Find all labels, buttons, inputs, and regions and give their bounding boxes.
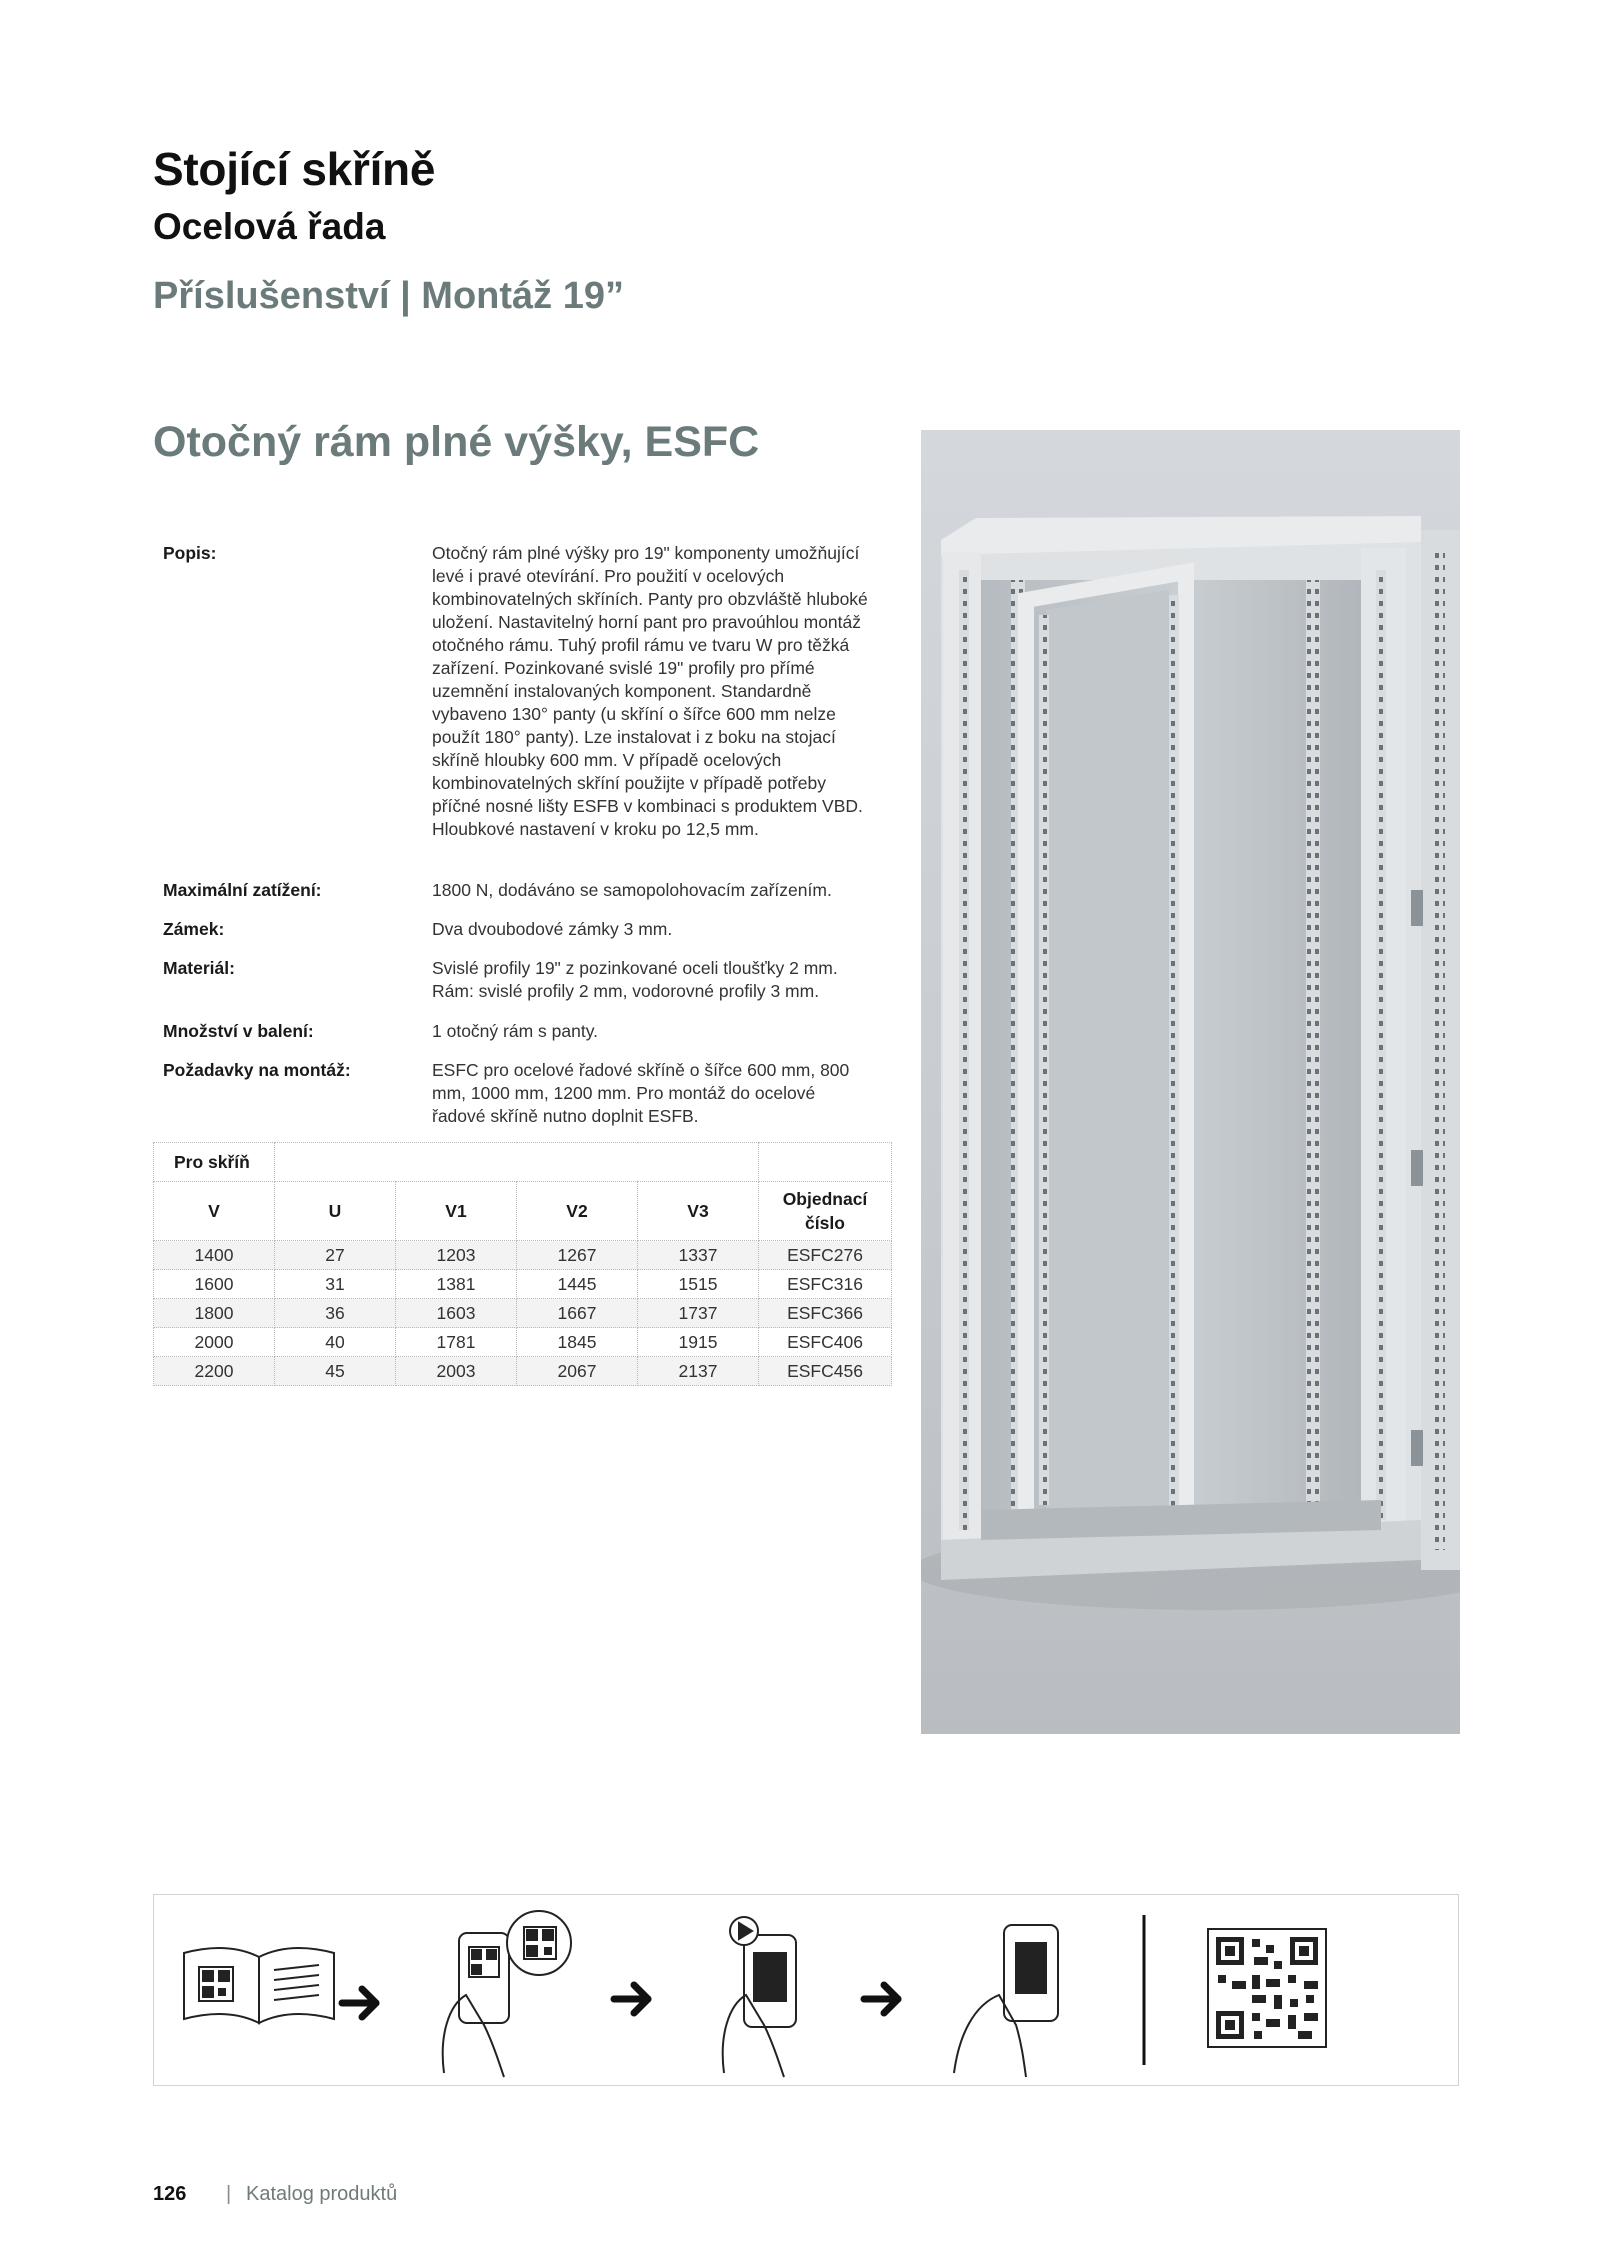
table-cell: 1845	[517, 1328, 638, 1357]
table-cell: ESFC456	[759, 1357, 892, 1386]
table-cell: 1781	[396, 1328, 517, 1357]
book-qr-icon	[184, 1948, 334, 2023]
column-header: V2	[517, 1182, 638, 1241]
product-photo	[921, 430, 1460, 1734]
group-header: Pro skříň	[154, 1143, 275, 1182]
table-cell: 31	[275, 1270, 396, 1299]
table-cell: 1203	[396, 1241, 517, 1270]
table-cell: ESFC406	[759, 1328, 892, 1357]
spec-label: Maximální zatížení:	[163, 880, 322, 900]
column-header: V	[154, 1182, 275, 1241]
spec-value: 1 otočný rám s panty.	[432, 1021, 599, 1041]
page-subtitle: Ocelová řada	[153, 206, 386, 247]
spec-label: Popis:	[163, 543, 217, 563]
table-cell: 1400	[154, 1241, 275, 1270]
arrow-right-icon	[864, 1985, 898, 2013]
table-cell: 1800	[154, 1299, 275, 1328]
table-row	[154, 1270, 892, 1299]
table-cell: 27	[275, 1241, 396, 1270]
table-row	[154, 1357, 892, 1386]
column-header: V1	[396, 1182, 517, 1241]
table-cell: 1267	[517, 1241, 638, 1270]
table-cell: 1515	[638, 1270, 759, 1299]
spec-value: ESFC pro ocelové řadové skříně o šířce 600 mm, 800 mm, 1000 mm, 1200 mm. Pro montáž do ocelové řadové skříně nutno doplnit ESFB.	[432, 1060, 850, 1126]
spec-label: Požadavky na montáž:	[163, 1060, 351, 1080]
spec-label: Množství v balení:	[163, 1021, 314, 1041]
spec-value: Otočný rám plné výšky pro 19" komponenty umožňující levé i pravé otevírání. Pro použití v ocelových kombinovatelných skříních. Panty pro obzvláště hluboké uložení. Nastavitelný horní pant pro pravoúhlou montáž otočného rámu. Tuhý profil rámu ve tvaru W pro těžká zařízení. Pozinkované svislé 19" profily pro přímé uzemnění instalovaných komponent. Standardně vybaveno 130° panty (u skříní o šířce 600 mm nelze použít 180° panty). Lze instalovat i z boku na stojací skříně hloubky 600 mm. V případě ocelových kombinovatelných skříní použijte v případě potřeby příčné nosné lišty ESFB v kombinaci s produktem VBD. Hloubkové nastavení v kroku po 12,5 mm.	[432, 543, 868, 839]
footer-separator: |	[226, 2183, 232, 2205]
swing-frame-illustration	[921, 430, 1460, 1734]
table-cell: ESFC316	[759, 1270, 892, 1299]
qr-code-icon	[1208, 1929, 1326, 2047]
table-cell: 36	[275, 1299, 396, 1328]
spec-value: Svislé profily 19" z pozinkované oceli tloušťky 2 mm. Rám: svislé profily 2 mm, vodorovné profily 3 mm.	[432, 958, 838, 1001]
page-title: Stojící skříně	[153, 143, 436, 195]
section-breadcrumb: Příslušenství | Montáž 19”	[153, 275, 624, 317]
arrow-right-icon	[342, 1989, 376, 2017]
group-header-spacer	[275, 1143, 759, 1182]
footer-catalog-label: Katalog produktů	[246, 2183, 398, 2205]
table-cell: 1445	[517, 1270, 638, 1299]
table-cell: 45	[275, 1357, 396, 1386]
product-title: Otočný rám plné výšky, ESFC	[153, 418, 760, 466]
table-cell: 2137	[638, 1357, 759, 1386]
table-cell: 1381	[396, 1270, 517, 1299]
qr-instruction-box	[153, 1894, 1459, 2086]
arrow-right-icon	[614, 1985, 648, 2013]
table-row	[154, 1241, 892, 1270]
table-cell: 1600	[154, 1270, 275, 1299]
spec-label: Zámek:	[163, 919, 225, 939]
page-number: 126	[153, 2183, 187, 2205]
table-cell: 2000	[154, 1328, 275, 1357]
phone-hand-icon	[954, 1925, 1058, 2077]
qr-instruction-strip	[154, 1895, 1460, 2087]
phone-play-video-icon	[723, 1917, 796, 2077]
table-cell: 1337	[638, 1241, 759, 1270]
column-header: V3	[638, 1182, 759, 1241]
table-row	[154, 1328, 892, 1357]
table-cell: 1915	[638, 1328, 759, 1357]
table-row	[154, 1299, 892, 1328]
spec-label: Materiál:	[163, 958, 235, 978]
spec-value: Dva dvoubodové zámky 3 mm.	[432, 919, 673, 939]
table-cell: 2067	[517, 1357, 638, 1386]
phone-scan-qr-icon	[443, 1911, 571, 2077]
table-cell: 1603	[396, 1299, 517, 1328]
spec-value: 1800 N, dodáváno se samopolohovacím zařízením.	[432, 880, 832, 900]
table-cell: 2200	[154, 1357, 275, 1386]
table-cell: 1737	[638, 1299, 759, 1328]
table-cell: ESFC366	[759, 1299, 892, 1328]
table-cell: 40	[275, 1328, 396, 1357]
table-cell: ESFC276	[759, 1241, 892, 1270]
column-header: Objednací číslo	[759, 1182, 892, 1241]
table-cell: 2003	[396, 1357, 517, 1386]
column-header: U	[275, 1182, 396, 1241]
group-header-spacer	[759, 1143, 892, 1182]
table-cell: 1667	[517, 1299, 638, 1328]
order-table	[153, 1142, 892, 1386]
